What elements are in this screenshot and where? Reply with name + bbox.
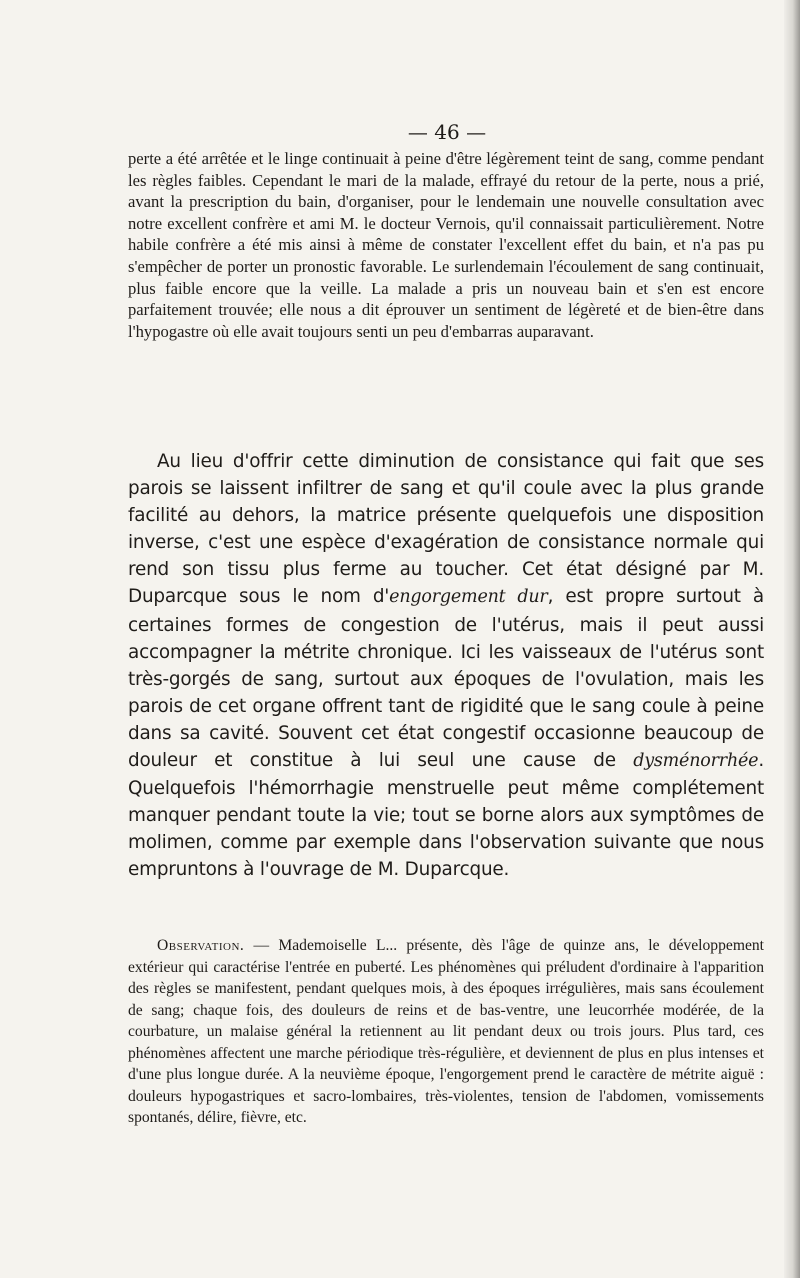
paragraph-case-continuation: perte a été arrêtée et le linge continuait à peine d'être légèrement teint de sang, comme pendant les règles faibles. Cependant le mari de la malade, effrayé du retour de la perte, nous a prié, avant la prescription du bain, d'organiser, pour le lendemain une nouvelle consultation avec notre excellent confrère et ami M. le docteur Vernois, qu'il connaissait particulièrement. Notre habile confrère a été mis ainsi à même de constater l'excellent effet du bain, et n'a pas pu s'empêcher de porter un pronostic favorable. Le surlendemain l'écoulement de sang continuait, plus faible encore que la veille. La malade a pris un nouveau bain et s'en est encore parfaitement trouvée; elle nous a dit éprouver un sentiment de légèreté et de bien-être dans l'hypogastre où elle avait toujours senti un peu d'embarras auparavant. bbox=[128, 149, 764, 341]
page-number: — 46 — bbox=[407, 120, 487, 144]
observation-label: Observation. bbox=[157, 937, 245, 954]
term-dysmenorrhee: dysménorrhée bbox=[633, 751, 759, 772]
paragraph-engorgement-dur bbox=[128, 448, 764, 884]
paragraph-observation bbox=[128, 935, 764, 1129]
page-edge-shadow bbox=[784, 0, 800, 1278]
observation-text: — Mademoiselle L... présente, dès l'âge de quinze ans, le développement extérieur qui caractérise l'entrée en puberté. Les phénomènes qui préludent d'ordinaire à l'apparition des règles se manifestent, pendant quelques mois, à des époques irrégulières, mais sans écoulement de sang; chaque fois, des douleurs de reins et de bas-ventre, une leucorrhée modérée, de la courbature, un malaise général la retiennent au lit pendant deux ou trois jours. Plus tard, ces phénomènes affectent une marche périodique très-régulière, et deviennent de plus en plus intenses et d'une plus longue durée. A la neuvième époque, l'engorgement prend le caractère de métrite aiguë : douleurs hypogastriques et sacro-lombaires, très-violentes, tension de l'abdomen, vomissements spontanés, délire, fièvre, etc. bbox=[128, 937, 764, 1126]
paragraph-text: . Quelquefois l'hémorrhagie menstruelle peut même complétement manquer pendant toute la vie; tout se borne alors aux symptômes de molimen, comme par exemple dans l'observation suivante que nous empruntons à l'ouvrage de M. Duparcque. bbox=[128, 750, 764, 881]
term-engorgement-dur: engorgement dur bbox=[389, 587, 548, 608]
paragraph-text: , est propre surtout à certaines formes de congestion de l'utérus, mais il peut aussi accompagner la métrite chronique. Ici les vaisseaux de l'utérus sont très-gorgés de sang, surtout aux époques de l'ovulation, mais les parois de cet organe offrent tant de rigidité que le sang coule à peine dans sa cavité. Souvent cet état congestif occasionne beaucoup de douleur et constitue à lui seul une cause de bbox=[128, 586, 764, 772]
paragraph-text: Au lieu d'offrir cette diminution de consistance qui fait que ses parois se laissent infiltrer de sang et qu'il coule avec la plus grande facilité au dehors, la matrice présente quelquefois une disposition inverse, c'est une espèce d'exagération de consistance normale qui rend son tissu plus ferme au toucher. Cet état désigné par M. Duparcque sous le nom d' bbox=[128, 451, 764, 608]
